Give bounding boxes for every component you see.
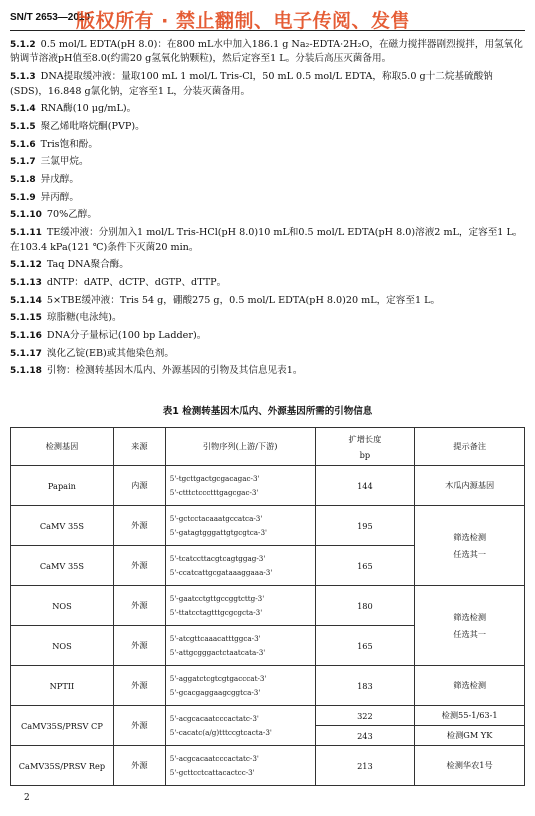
cell-gene: CaMV35S/PRSV CP	[11, 706, 114, 746]
item-number: 5.1.10	[10, 210, 42, 221]
item-number: 5.1.14	[10, 295, 42, 306]
item-number: 5.1.16	[10, 331, 42, 342]
list-item	[10, 294, 525, 308]
primer-forward: 5'-gctcctacaaatgccatca-3'	[169, 513, 263, 523]
list-item	[10, 155, 525, 169]
cell-gene: CaMV 35S	[11, 506, 114, 546]
primer-forward: 5'-gaatcctgttgccggtcttg-3'	[169, 593, 265, 603]
page-number: 2	[24, 793, 30, 803]
table-title: 表1 检测转基因木瓜内、外源基因所需的引物信息	[162, 406, 373, 417]
item-text: 5×TBE缓冲液：Tris 54 g，硼酸275 g，0.5 mol/L EDTA(pH 8.0)20 mL，定容至1 L。	[46, 294, 441, 306]
cell-primers	[165, 666, 315, 706]
cell-note: 筛选检测	[415, 666, 525, 706]
cell-primers	[165, 706, 315, 746]
item-number: 5.1.11	[10, 228, 42, 239]
primer-forward: 5'-tgcttgactgcgacagac-3'	[169, 473, 260, 483]
cell-length: 243	[315, 726, 415, 746]
item-number: 5.1.9	[10, 192, 36, 203]
cell-length: 195	[315, 506, 415, 546]
list-item	[10, 364, 525, 378]
header-length: 扩增长度 bp	[315, 428, 415, 466]
item-number: 5.1.18	[10, 366, 42, 377]
cell-note: 检测华农1号	[415, 746, 525, 786]
item-text: 异戊醇。	[40, 174, 79, 186]
header-gene: 检测基因	[11, 428, 114, 466]
list-item	[10, 70, 525, 99]
item-number: 5.1.2	[10, 40, 36, 50]
cell-gene: NOS	[11, 586, 114, 626]
cell-source: 外源	[113, 586, 165, 626]
item-number: 5.1.7	[10, 157, 36, 168]
item-text: 三氯甲烷。	[40, 156, 89, 168]
item-text: 异丙醇。	[40, 191, 79, 203]
item-number: 5.1.13	[10, 277, 42, 288]
cell-primers	[165, 466, 315, 506]
list-item	[10, 102, 525, 116]
list-item	[10, 258, 525, 272]
cell-note: 检测55-1/63-1	[415, 706, 525, 726]
table-row	[11, 746, 525, 786]
table-row	[11, 466, 525, 506]
item-text: DNA分子量标记(100 bp Ladder)。	[46, 330, 207, 342]
primer-reverse: 5'-gcacgaggaagcggtca-3'	[169, 687, 261, 697]
item-text: dNTP：dATP、dCTP、dGTP、dTTP。	[46, 276, 227, 288]
reagent-list	[10, 38, 525, 382]
primer-forward: 5'-atcgttcaaacatttggca-3'	[169, 633, 261, 643]
item-number: 5.1.8	[10, 175, 36, 186]
item-text: 70%乙醇。	[46, 209, 97, 221]
list-item	[10, 347, 525, 361]
item-number: 5.1.15	[10, 313, 42, 324]
item-text: TE缓冲液：分别加入1 mol/L Tris-HCl(pH 8.0)10 mL和0.5 mol/L EDTA(pH 8.0)溶液2 mL，定容至1 L。在103.4 kPa(121 ℃)条件下灭菌20 min。	[10, 227, 523, 253]
cell-source: 外源	[113, 546, 165, 586]
cell-note: 检测GM YK	[415, 726, 525, 746]
primer-reverse: 5'-ctttctccctttgagcgac-3'	[169, 487, 259, 497]
item-text: Taq DNA聚合酶。	[46, 259, 129, 271]
list-item	[10, 38, 525, 67]
primer-forward: 5'-tcatccttacgtcagtggag-3'	[169, 553, 266, 563]
item-text: 溴化乙锭(EB)或其他染色剂。	[46, 347, 174, 359]
primer-reverse: 5'-ttatcctagtttgcgcgcta-3'	[169, 607, 263, 617]
cell-note: 筛选检测 任选其一	[415, 506, 525, 586]
list-item	[10, 173, 525, 187]
item-number: 5.1.3	[10, 72, 36, 83]
item-text: 聚乙烯吡咯烷酮(PVP)。	[40, 120, 145, 132]
header-source: 来源	[113, 428, 165, 466]
list-item	[10, 138, 525, 152]
primer-reverse: 5'-attgcgggactctaatcata-3'	[169, 647, 266, 657]
cell-source: 内源	[113, 466, 165, 506]
cell-source: 外源	[113, 506, 165, 546]
cell-primers	[165, 586, 315, 626]
cell-length: 144	[315, 466, 415, 506]
cell-gene: NPTII	[11, 666, 114, 706]
table-row	[11, 506, 525, 546]
primer-reverse: 5'-cacatc(a/g)tttccgtcacta-3'	[169, 727, 272, 737]
cell-length: 165	[315, 626, 415, 666]
item-text: RNA酶(10 μg/mL)。	[40, 103, 137, 115]
cell-gene: Papain	[11, 466, 114, 506]
list-item	[10, 120, 525, 134]
item-number: 5.1.6	[10, 139, 36, 150]
header-rule	[10, 30, 525, 31]
table-row	[11, 586, 525, 626]
primer-forward: 5'-acgcacaatcccactatc-3'	[169, 753, 259, 763]
list-item	[10, 311, 525, 325]
list-item	[10, 276, 525, 290]
standard-code: SN/T 2653—2010	[10, 12, 91, 23]
cell-primers	[165, 626, 315, 666]
cell-source: 外源	[113, 626, 165, 666]
header-note: 提示备注	[415, 428, 525, 466]
cell-note: 筛选检测 任选其一	[415, 586, 525, 666]
item-text: 琼脂糖(电泳纯)。	[46, 312, 122, 324]
cell-primers	[165, 746, 315, 786]
primer-forward: 5'-aggatctcgtcgtgacccat-3'	[169, 673, 267, 683]
header-primer: 引物序列(上游/下游)	[165, 428, 315, 466]
cell-gene: NOS	[11, 626, 114, 666]
list-item	[10, 191, 525, 205]
cell-primers	[165, 546, 315, 586]
cell-gene: CaMV35S/PRSV Rep	[11, 746, 114, 786]
cell-length: 165	[315, 546, 415, 586]
cell-length: 183	[315, 666, 415, 706]
cell-source: 外源	[113, 706, 165, 746]
item-number: 5.1.5	[10, 121, 36, 132]
primer-table	[10, 427, 525, 786]
item-text: 引物：检测转基因木瓜内、外源基因的引物及其信息见表1。	[46, 365, 303, 377]
list-item	[10, 208, 525, 222]
cell-source: 外源	[113, 746, 165, 786]
primer-reverse: 5'-gatagtgggattgtgcgtca-3'	[169, 527, 268, 537]
cell-length: 322	[315, 706, 415, 726]
cell-gene: CaMV 35S	[11, 546, 114, 586]
list-item	[10, 329, 525, 343]
cell-length: 213	[315, 746, 415, 786]
item-number: 5.1.12	[10, 260, 42, 271]
item-text: DNA提取缓冲液：量取100 mL 1 mol/L Tris-Cl，50 mL 0.5 mol/L EDTA，称取5.0 g十二烷基硫酸钠(SDS)，16.848 g氯化钠，定容至1 L，分装灭菌备用。	[10, 71, 493, 97]
copyright-watermark: 版权所有 · 禁止翻制、电子传阅、发售	[76, 10, 410, 32]
cell-note: 木瓜内源基因	[415, 466, 525, 506]
table-row	[11, 666, 525, 706]
primer-reverse: 5'-ccatcattgcgataaaggaaa-3'	[169, 567, 273, 577]
item-number: 5.1.4	[10, 104, 36, 115]
primer-forward: 5'-acgcacaatcccactatc-3'	[169, 713, 259, 723]
table-row	[11, 706, 525, 726]
primer-reverse: 5'-gcttcctcattacactcc-3'	[169, 767, 255, 777]
list-item	[10, 226, 525, 255]
page-header	[10, 8, 525, 30]
item-number: 5.1.17	[10, 348, 42, 359]
table-header-row	[11, 428, 525, 466]
item-text: 0.5 mol/L EDTA(pH 8.0)：在800 mL水中加入186.1 g Na₂-EDTA·2H₂O，在磁力搅拌器剧烈搅拌，用氢氧化钠调节溶液pH值至8.0(约需20 g氢氧化钠颗粒)，然后定容至1 L。分装后高压灭菌备用。	[10, 39, 523, 65]
item-text: Tris饱和酚。	[40, 138, 98, 150]
cell-length: 180	[315, 586, 415, 626]
cell-primers	[165, 506, 315, 546]
cell-source: 外源	[113, 666, 165, 706]
